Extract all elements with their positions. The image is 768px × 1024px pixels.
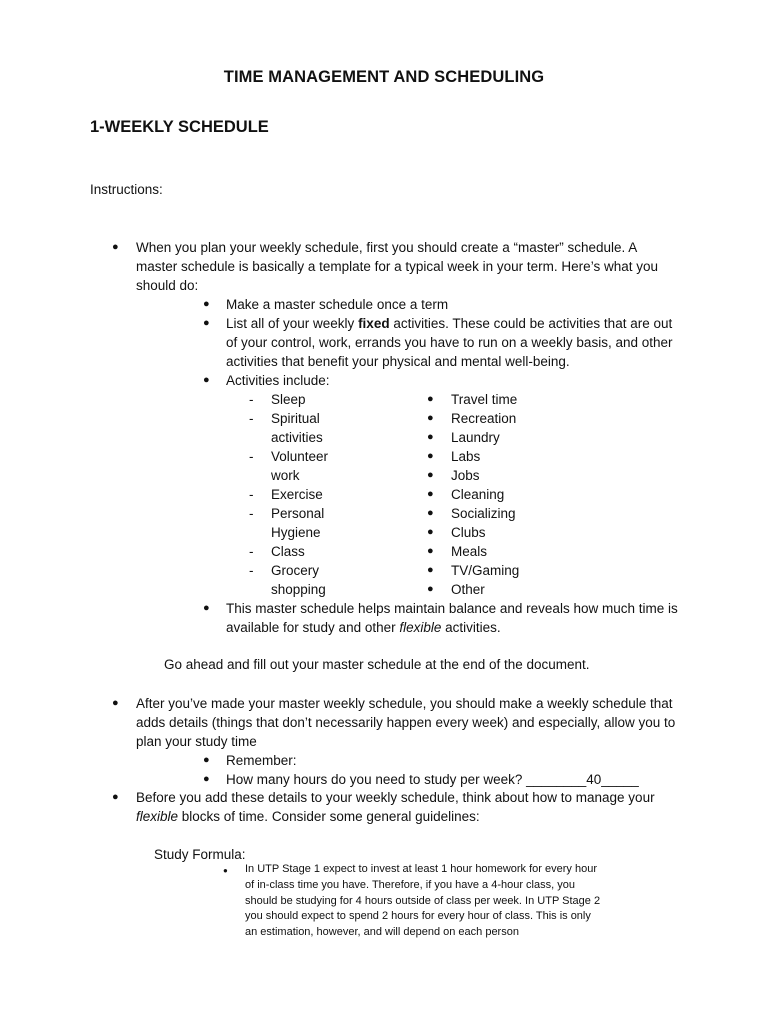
study-formula-label: Study Formula:	[154, 847, 246, 862]
bullet2-text: After you’ve made your master weekly schedule, you should make a weekly schedule that adds details (things that don’t necessarily happen every week) and especially, allow you to plan your study time	[136, 696, 676, 749]
activity-left-item: Grocery shopping	[271, 563, 326, 597]
dash-marker: -	[249, 544, 254, 559]
instructions-label: Instructions:	[90, 182, 163, 197]
bullet1-sub2	[226, 314, 682, 371]
bullet3-text-before: Before you add these details to your weekly schedule, think about how to manage your	[136, 790, 655, 805]
dash-marker: -	[249, 449, 254, 464]
bullet-icon: ●	[427, 526, 434, 538]
bullet-icon: ●	[203, 773, 210, 785]
bullet1-sub3: Activities include:	[226, 373, 330, 388]
bullet-icon: ●	[427, 393, 434, 405]
study-formula-text: In UTP Stage 1 expect to invest at least 1 hour homework for every hour of in-class time you have. Therefore, if you have a 4-hour class, you should be studying for 4 hours outside of class per week. In UTP Stage 2 you should expect to spend 2 hours for every hour of class. This is only an estimation, however, and will depend on each person	[245, 863, 601, 939]
bullet-icon: ●	[223, 866, 228, 875]
bullet1-sub1: Make a master schedule once a term	[226, 297, 449, 312]
bullet-icon: ●	[203, 298, 210, 310]
bullet-icon: ●	[427, 488, 434, 500]
dash-marker: -	[249, 487, 254, 502]
bullet-icon: ●	[427, 545, 434, 557]
activity-right-item: Travel time	[451, 392, 518, 407]
sub4-text-italic: flexible	[399, 620, 442, 635]
activity-left-item: Volunteer work	[271, 449, 329, 483]
activity-right-item: Labs	[451, 449, 481, 464]
dash-marker: -	[249, 411, 254, 426]
activity-right-item: Cleaning	[451, 487, 505, 502]
section-heading: 1-WEEKLY SCHEDULE	[90, 118, 269, 136]
activity-left-item: Class	[271, 544, 305, 559]
activity-left-item: Spiritual activities	[271, 411, 323, 445]
bullet-icon: ●	[203, 317, 210, 329]
bullet-icon: ●	[427, 564, 434, 576]
bullet-icon: ●	[427, 412, 434, 424]
bullet3-text-italic: flexible	[136, 809, 179, 824]
activity-right-item: Recreation	[451, 411, 517, 426]
bullet3-text	[136, 788, 680, 826]
sub2-text-before: List all of your weekly	[226, 316, 359, 331]
bullet2-sub2: How many hours do you need to study per week? ________40_____	[226, 772, 639, 787]
bullet1-sub4	[226, 599, 682, 637]
go-ahead-text: Go ahead and fill out your master schedule at the end of the document.	[164, 657, 590, 672]
activity-right-item: TV/Gaming	[451, 563, 520, 578]
bullet-icon: ●	[112, 241, 119, 253]
activity-right-item: Other	[451, 582, 485, 597]
bullet2-sub1: Remember:	[226, 753, 297, 768]
activity-right-item: Socializing	[451, 506, 516, 521]
dash-marker: -	[249, 506, 254, 521]
activity-right-item: Meals	[451, 544, 488, 559]
activity-right-item: Clubs	[451, 525, 486, 540]
bullet-icon: ●	[427, 450, 434, 462]
bullet-icon: ●	[427, 431, 434, 443]
activity-right-item: Jobs	[451, 468, 480, 483]
sub2-text-bold: fixed	[358, 316, 390, 331]
bullet-icon: ●	[203, 374, 210, 386]
dash-marker: -	[249, 392, 254, 407]
dash-marker: -	[249, 563, 254, 578]
sub4-text-before: This master schedule helps maintain balance and reveals how much time is available for study and other	[226, 601, 678, 635]
sub2-text-after: activities. These could be activities that are out of your control, work, errands you have to run on a weekly basis, and other activities that benefit your physical and mental well-being.	[226, 316, 673, 369]
bullet-icon: ●	[427, 507, 434, 519]
activity-left-item: Personal Hygiene	[271, 506, 325, 540]
bullet-icon: ●	[112, 697, 119, 709]
bullet-icon: ●	[203, 602, 210, 614]
bullet1-text: When you plan your weekly schedule, first you should create a “master” schedule. A master schedule is basically a template for a typical week in your term. Here’s what you should do:	[136, 240, 658, 293]
bullet-icon: ●	[427, 583, 434, 595]
bullet-icon: ●	[427, 469, 434, 481]
activity-left-item: Sleep	[271, 392, 306, 407]
bullet-icon: ●	[112, 791, 119, 803]
bullet-icon: ●	[203, 754, 210, 766]
activity-right-item: Laundry	[451, 430, 500, 445]
document-title: TIME MANAGEMENT AND SCHEDULING	[223, 68, 545, 86]
sub4-text-after: activities.	[441, 620, 501, 635]
bullet3-text-after: blocks of time. Consider some general guidelines:	[178, 809, 480, 824]
activity-left-item: Exercise	[271, 487, 323, 502]
